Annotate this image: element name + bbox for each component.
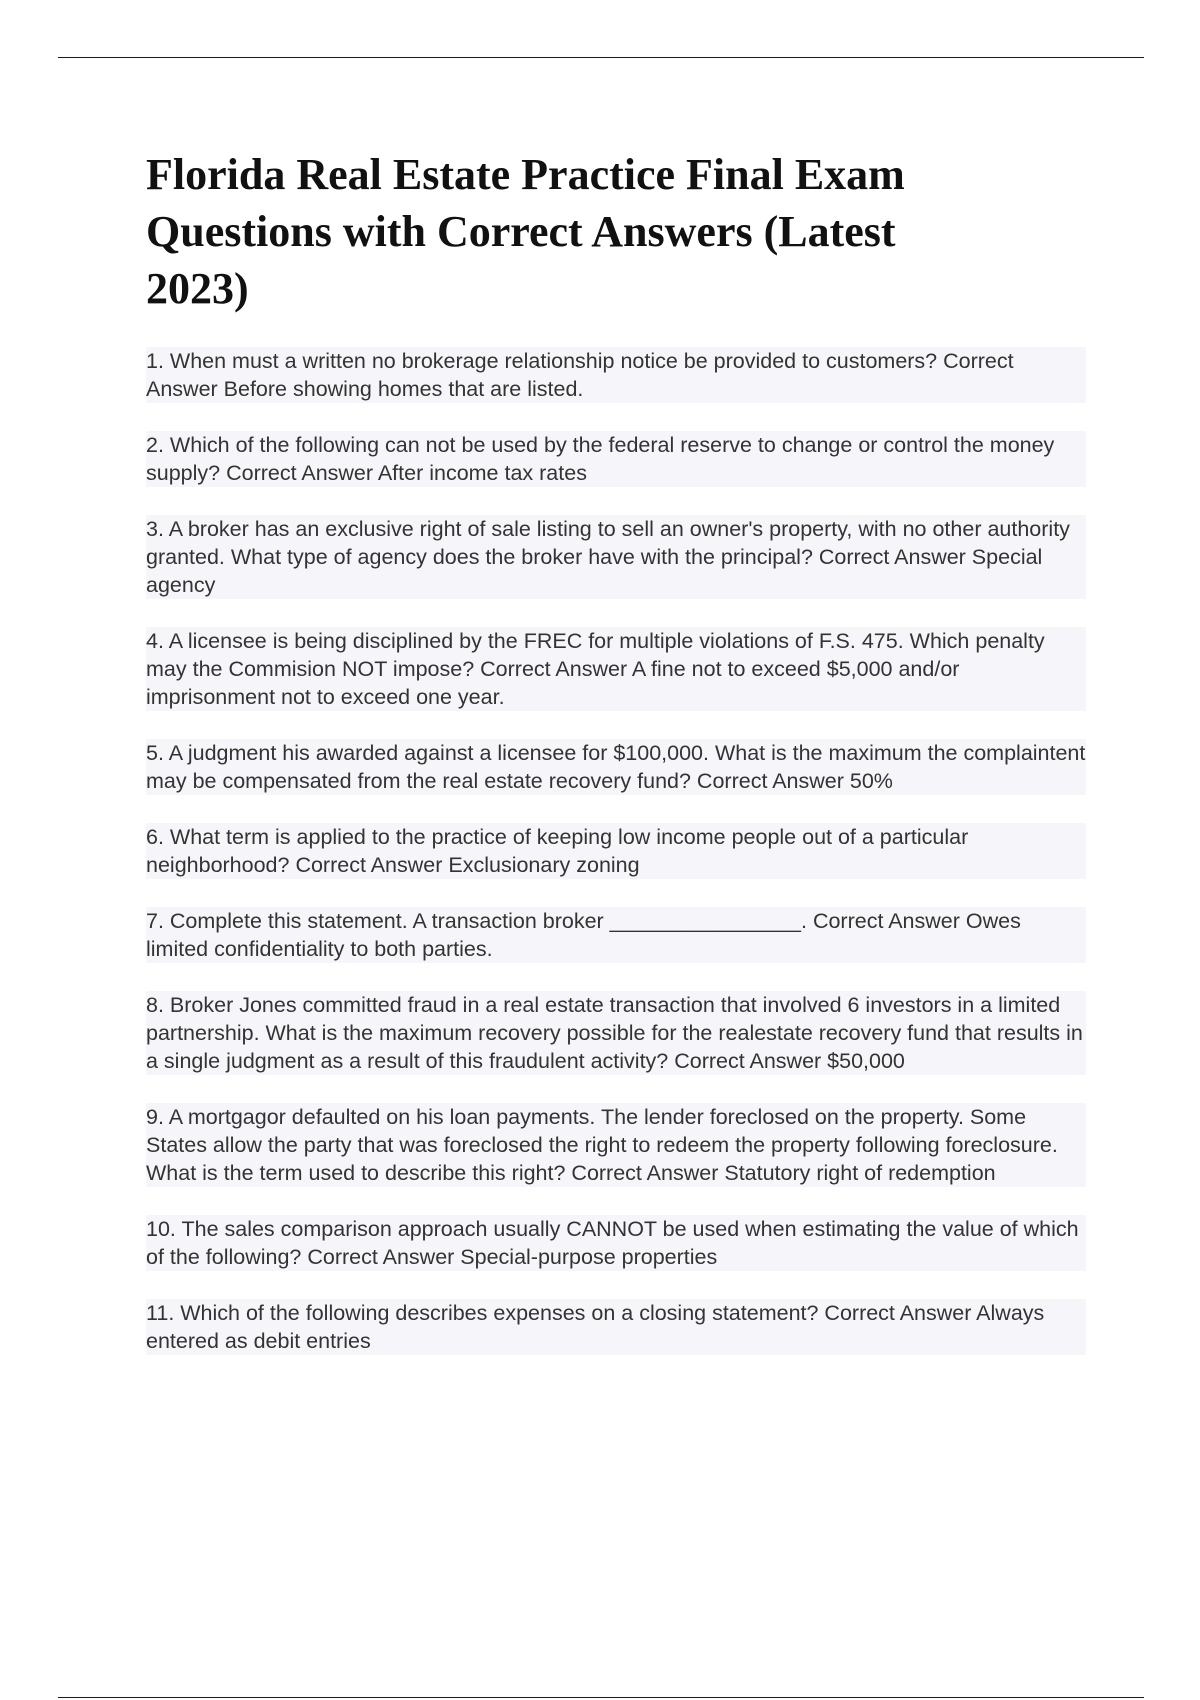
question-item-11: 11. Which of the following describes expenses on a closing statement? Correct Answer Always entered as debit entries [146, 1299, 1086, 1355]
question-item-8: 8. Broker Jones committed fraud in a real estate transaction that involved 6 investors in a limited partnership. What is the maximum recovery possible for the realestate recovery fund that results in a single judgment as a result of this fraudulent activity? Correct Answer $50,000 [146, 991, 1086, 1075]
question-item-10: 10. The sales comparison approach usually CANNOT be used when estimating the value of which of the following? Correct Answer Special-purpose properties [146, 1215, 1086, 1271]
question-list [146, 347, 1086, 1355]
question-item-1: 1. When must a written no brokerage relationship notice be provided to customers? Correct Answer Before showing homes that are listed. [146, 347, 1086, 403]
question-item-6: 6. What term is applied to the practice of keeping low income people out of a particular neighborhood? Correct Answer Exclusionary zoning [146, 823, 1086, 879]
question-item-9: 9. A mortgagor defaulted on his loan payments. The lender foreclosed on the property. Some States allow the party that was foreclosed the right to redeem the property following foreclosure. What is the term used to describe this right? Correct Answer Statutory right of redemption [146, 1103, 1086, 1187]
question-item-5: 5. A judgment his awarded against a licensee for $100,000. What is the maximum the complaintent may be compensated from the real estate recovery fund? Correct Answer 50% [146, 741, 1086, 793]
bottom-rule [58, 1697, 1144, 1698]
question-item-7: 7. Complete this statement. A transaction broker ________________. Correct Answer Owes limited confidentiality to both parties. [146, 907, 1086, 963]
top-rule [58, 57, 1144, 58]
question-item-4: 4. A licensee is being disciplined by the FREC for multiple violations of F.S. 475. Which penalty may the Commision NOT impose? Correct Answer A fine not to exceed $5,000 and/or imprisonment not to exceed one year. [146, 627, 1086, 711]
question-item-3: 3. A broker has an exclusive right of sale listing to sell an owner's property, with no other authority granted. What type of agency does the broker have with the principal? Correct Answer Special agency [146, 515, 1086, 599]
question-item-2: 2. Which of the following can not be used by the federal reserve to change or control the money supply? Correct Answer After income tax rates [146, 431, 1086, 487]
document-body [146, 146, 1086, 1383]
document-title: Florida Real Estate Practice Final Exam Questions with Correct Answers (Latest 2023) [146, 150, 905, 313]
